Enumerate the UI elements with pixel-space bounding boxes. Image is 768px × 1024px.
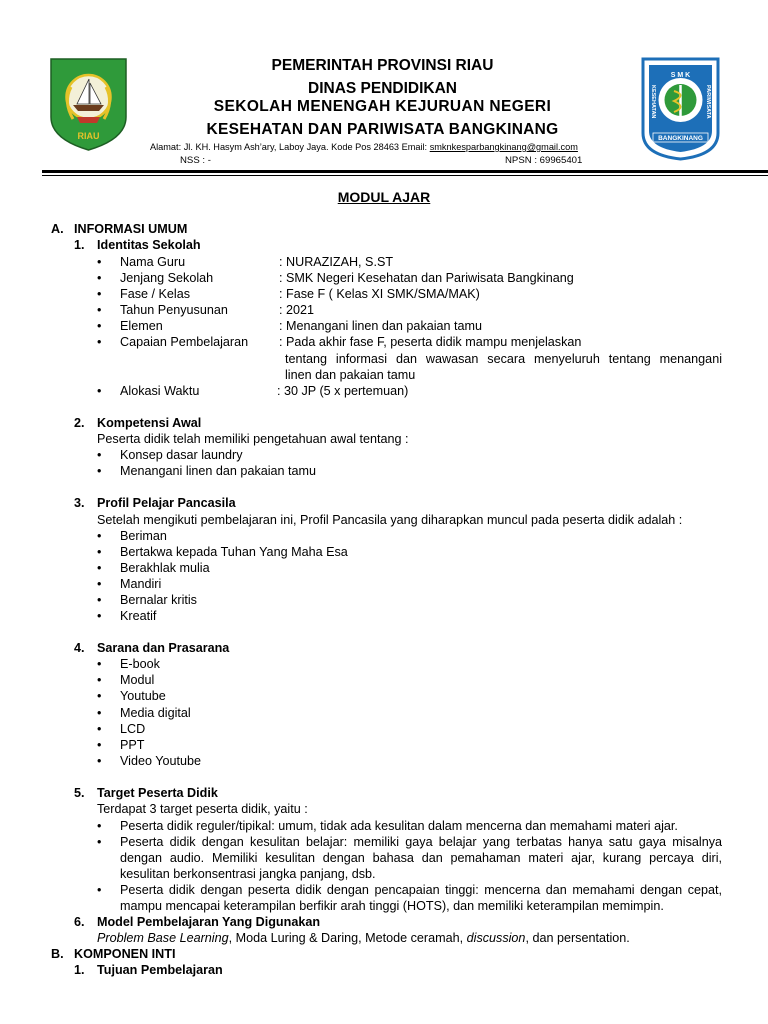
identity-key: • Alokasi Waktu <box>120 383 199 399</box>
capaian-continuation: linen dan pakaian tamu <box>285 368 416 382</box>
subsection-3-intro: Setelah mengikuti pembelajaran ini, Profil Pancasila yang diharapkan muncul pada peserta didik adalah : <box>97 513 683 527</box>
subsection-b1-number: 1. <box>74 963 85 977</box>
smk-logo-left-text: KESEHATAN <box>650 85 656 119</box>
list-item: • PPT <box>120 737 145 753</box>
identity-key: • Elemen <box>120 318 163 334</box>
subsection-5-title: Target Peserta Didik <box>97 786 218 800</box>
list-item: • Menangani linen dan pakaian tamu <box>120 463 316 479</box>
list-item: • Berakhlak mulia <box>120 560 210 576</box>
school-address <box>150 142 578 152</box>
header-line-2: DINAS PENDIDIKAN <box>308 80 457 97</box>
riau-province-logo <box>49 57 128 152</box>
subsection-2-intro: Peserta didik telah memiliki pengetahuan awal tentang : <box>97 432 409 446</box>
subsection-b1-title: Tujuan Pembelajaran <box>97 963 223 977</box>
document-title: MODUL AJAR <box>337 189 431 205</box>
list-item: • Kreatif <box>120 608 156 624</box>
header-line-4: KESEHATAN DAN PARIWISATA BANGKINANG <box>206 121 559 138</box>
list-item: • Peserta didik dengan kesulitan belajar: memiliki gaya belajar yang terbatas hanya satu gaya misalnya <box>120 834 722 850</box>
identity-value: : Fase F ( Kelas XI SMK/SMA/MAK) <box>279 287 480 301</box>
list-item: • Bernalar kritis <box>120 592 197 608</box>
identity-value: : 2021 <box>279 303 315 317</box>
model-pbl: Problem Base Learning <box>97 931 229 945</box>
header-divider-thick <box>42 170 768 173</box>
list-item-continuation: mampu mencapai keterampilan berfikir arah tinggi (HOTS), dan memiliki keterampilan memimpin. <box>120 899 664 913</box>
list-item: • Modul <box>120 672 154 688</box>
subsection-4-title: Sarana dan Prasarana <box>97 641 230 655</box>
riau-logo-text: RIAU <box>77 131 100 141</box>
identity-key: • Fase / Kelas <box>120 286 190 302</box>
subsection-5-number: 5. <box>74 786 85 800</box>
subsection-6-text <box>97 930 630 946</box>
list-item: • Beriman <box>120 528 167 544</box>
header-line-1: PEMERINTAH PROVINSI RIAU <box>271 57 494 74</box>
list-item: • E-book <box>120 656 160 672</box>
list-item: • LCD <box>120 721 145 737</box>
model-text: , Moda Luring & Daring, Metode ceramah, <box>228 931 467 945</box>
subsection-1-title: Identitas Sekolah <box>97 238 201 252</box>
smk-logo-right-text: PARIWISATA <box>705 85 711 119</box>
smk-logo-bottom-text: BANGKINANG <box>658 135 703 142</box>
list-item: • Peserta didik dengan peserta didik dengan pencapaian tinggi: mencerna dan memahami dengan cepat, <box>120 882 722 898</box>
smk-school-logo <box>639 55 722 162</box>
identity-value: : Pada akhir fase F, peserta didik mampu menjelaskan <box>279 335 582 349</box>
address-text: Alamat: Jl. KH. Hasym Ash’ary, Laboy Jaya. Kode Pos 28463 Email: <box>150 142 428 152</box>
header-line-3: SEKOLAH MENENGAH KEJURUAN NEGERI <box>213 98 552 115</box>
section-a-label: A. <box>51 222 64 236</box>
list-item-continuation: kesulitan berkonsentrasi jangka panjang, dsb. <box>120 867 376 881</box>
identity-value: : NURAZIZAH, S.ST <box>279 255 394 269</box>
nss-label: NSS : - <box>180 155 211 166</box>
identity-key: • Tahun Penyusunan <box>120 302 228 318</box>
section-b-label: B. <box>51 947 64 961</box>
smk-logo-top-text: S M K <box>670 72 691 79</box>
letterhead <box>0 0 768 180</box>
list-item: • Media digital <box>120 705 191 721</box>
npsn-label: NPSN : 69965401 <box>505 155 583 166</box>
subsection-6-title: Model Pembelajaran Yang Digunakan <box>97 915 321 929</box>
list-item: • Bertakwa kepada Tuhan Yang Maha Esa <box>120 544 348 560</box>
list-item-continuation: dengan audio. Memiliki kesulitan dengan bahasa dan pemahaman materi ajar, kurang percaya diri, <box>120 851 722 865</box>
subsection-6-number: 6. <box>74 915 85 929</box>
list-item: • Konsep dasar laundry <box>120 447 243 463</box>
subsection-5-intro: Terdapat 3 target peserta didik, yaitu : <box>97 802 308 816</box>
identity-value: : Menangani linen dan pakaian tamu <box>279 319 483 333</box>
capaian-continuation: tentang informasi dan wawasan secara menyeluruh tentang menangani <box>285 352 722 366</box>
list-item: • Youtube <box>120 688 166 704</box>
identity-value: : SMK Negeri Kesehatan dan Pariwisata Bangkinang <box>279 271 574 285</box>
header-divider-thin <box>42 175 768 176</box>
subsection-2-title: Kompetensi Awal <box>97 416 202 430</box>
list-item: • Video Youtube <box>120 753 201 769</box>
subsection-3-number: 3. <box>74 496 85 510</box>
section-a-title: INFORMASI UMUM <box>74 222 188 236</box>
model-discussion: discussion <box>466 931 526 945</box>
email-link[interactable]: smknkesparbangkinang@gmail.com <box>429 142 578 152</box>
identity-key: • Capaian Pembelajaran <box>120 334 248 350</box>
identity-key: • Nama Guru <box>120 254 185 270</box>
subsection-4-number: 4. <box>74 641 85 655</box>
model-text-end: , dan persentation. <box>525 931 630 945</box>
list-item: • Mandiri <box>120 576 161 592</box>
identity-value: : 30 JP (5 x pertemuan) <box>277 384 409 398</box>
section-b-title: KOMPONEN INTI <box>74 947 176 961</box>
subsection-2-number: 2. <box>74 416 85 430</box>
list-item: • Peserta didik reguler/tipikal: umum, tidak ada kesulitan dalam mencerna dan memahami materi ajar. <box>120 818 678 834</box>
identity-key: • Jenjang Sekolah <box>120 270 213 286</box>
subsection-1-number: 1. <box>74 238 85 252</box>
subsection-3-title: Profil Pelajar Pancasila <box>97 496 236 510</box>
